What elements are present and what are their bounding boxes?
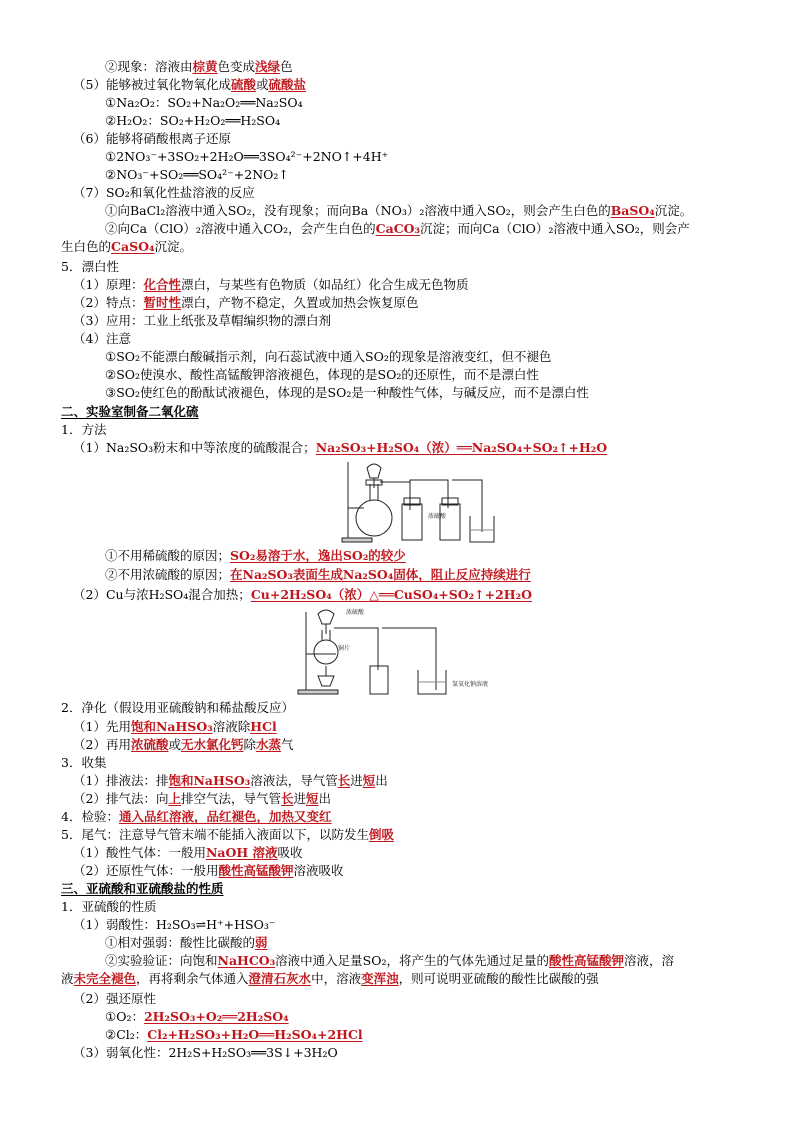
text-segment: ①2NO₃⁻+3SO₂+2H₂O══3SO₄²⁻+2NO↑+4H⁺ (105, 149, 389, 164)
text-segment: ②向Ca（ClO）₂溶液中通入CO₂，会产生白色的 (105, 221, 376, 236)
answer-highlight: 化合性 (143, 277, 181, 292)
text-segment: 5．漂白性 (61, 259, 119, 274)
section-heading (61, 404, 199, 420)
answer-highlight: 饱和NaHSO₃ (130, 719, 213, 734)
text-segment: ①相对强弱：酸性比碳酸的 (105, 935, 256, 950)
text-line (73, 313, 331, 329)
text-segment: 1．亚硫酸的性质 (61, 899, 157, 914)
text-segment: 色 (280, 59, 293, 74)
text-line (73, 991, 156, 1007)
answer-highlight: 短 (362, 773, 376, 788)
text-segment: （2）Cu与浓H₂SO₄混合加热； (73, 587, 251, 602)
answer-highlight: HCl (250, 719, 277, 734)
text-segment: ①Na₂O₂：SO₂+Na₂O₂══Na₂SO₄ (105, 95, 303, 110)
text-segment: ①SO₂不能漂白酸碱指示剂，向石蕊试液中通入SO₂的现象是溶液变红，但不褪色 (105, 349, 552, 364)
answer-highlight: Cu+2H₂SO₄（浓）△══CuSO₄+SO₂↑+2H₂O (250, 587, 532, 602)
text-segment: （6）能够将硝酸根离子还原 (73, 131, 231, 146)
answer-highlight: 浅绿 (255, 59, 281, 74)
text-segment: （1）排液法：排 (73, 773, 169, 788)
text-line (61, 899, 156, 915)
answer-highlight: Na₂SO₃+H₂SO₄（浓）══Na₂SO₄+SO₂↑+H₂O (315, 440, 608, 455)
figure2-label-naoh: 氢氧化钠溶液 (452, 681, 489, 688)
text-segment: 溶液中通入足量SO₂，将产生的气体先通过足量的 (275, 953, 549, 968)
heading-text: 二、实验室制备二氧化硫 (61, 404, 199, 419)
text-segment: 1．方法 (61, 422, 107, 437)
answer-highlight: 长 (281, 791, 294, 806)
answer-highlight: CaCO₃ (375, 221, 421, 236)
text-segment: 漂白，产物不稳定，久置或加热会恢复原色 (180, 295, 419, 310)
figure2-label-acid: 浓硫酸 (346, 609, 365, 616)
text-line (105, 203, 692, 219)
text-segment: ，再将剩余气体通入 (136, 971, 249, 986)
text-line (73, 917, 275, 933)
answer-highlight: 水蒸 (256, 737, 282, 752)
text-segment: 色变成 (217, 59, 256, 74)
text-segment: （2）排气法：向 (73, 791, 169, 806)
figure2-label-copper: 铜片 (338, 645, 351, 652)
text-line (61, 422, 106, 438)
text-line (105, 167, 289, 183)
answer-highlight: 酸性高锰酸钾 (549, 953, 625, 968)
answer-highlight: NaHCO₃ (217, 953, 276, 968)
text-segment: ①向BaCl₂溶液中通入SO₂，没有现象；而向Ba（NO₃）₂溶液中通入SO₂，则会产生白色的 (105, 203, 611, 218)
answer-highlight: 2H₂SO₃+O₂══2H₂SO₄ (143, 1009, 289, 1024)
text-line (73, 737, 294, 753)
text-line (105, 113, 280, 129)
answer-highlight: 澄清石灰水 (248, 971, 312, 986)
text-line (73, 277, 468, 293)
text-line (61, 239, 192, 255)
text-line (73, 719, 277, 735)
text-segment: 吸收 (277, 845, 303, 860)
text-segment: ②NO₃⁻+SO₂══SO₄²⁻+2NO₂↑ (105, 167, 289, 182)
answer-highlight: BaSO₄ (610, 203, 655, 218)
answer-highlight: 酸性高锰酸钾 (218, 863, 294, 878)
text-segment: 沉淀；而向Ca（ClO）₂溶液中通入SO₂，则会产 (420, 221, 690, 236)
text-segment: 进 (293, 791, 307, 806)
text-line (105, 95, 303, 111)
text-line (73, 440, 607, 456)
text-segment: 溶液除 (212, 719, 251, 734)
answer-highlight: 通入品红溶液，品红褪色，加热又变红 (118, 809, 332, 824)
text-line (61, 755, 106, 771)
text-segment: ②不用浓硫酸的原因； (105, 567, 231, 582)
text-line (73, 863, 344, 879)
answer-highlight: 饱和NaHSO₃ (168, 773, 251, 788)
text-line (61, 809, 331, 825)
answer-highlight: 棕黄 (192, 59, 218, 74)
text-line (73, 295, 418, 311)
text-line (73, 185, 255, 201)
text-segment: 漂白，与某些有色物质（如品红）化合生成无色物质 (180, 277, 469, 292)
text-line (105, 149, 388, 165)
text-segment: 或 (168, 737, 181, 752)
text-line (61, 700, 294, 716)
text-line (105, 1027, 363, 1043)
text-line (73, 331, 131, 347)
text-line (105, 59, 293, 75)
heading-text: 三、亚硫酸和亚硫酸盐的性质 (61, 881, 224, 896)
text-segment: ②H₂O₂：SO₂+H₂O₂══H₂SO₄ (105, 113, 281, 128)
answer-highlight: 弱 (255, 935, 268, 950)
answer-highlight: 无水氯化钙 (180, 737, 244, 752)
text-segment: （4）注意 (73, 331, 131, 346)
answer-highlight: CaSO₄ (111, 239, 155, 254)
text-line (105, 367, 539, 383)
section-heading (61, 881, 224, 897)
text-line (73, 791, 331, 807)
text-segment: （2）特点： (73, 295, 144, 310)
apparatus-figure-2 (296, 606, 506, 698)
text-line (105, 567, 531, 583)
text-segment: 5．尾气：注意导气管末端不能插入液面以下，以防发生 (61, 827, 369, 842)
text-segment: ②现象：溶液由 (105, 59, 193, 74)
text-segment: ，则可说明亚硫酸的酸性比碳酸的强 (398, 971, 599, 986)
answer-highlight: 暂时性 (143, 295, 181, 310)
text-segment: 3．收集 (61, 755, 107, 770)
text-segment: 沉淀。 (654, 203, 693, 218)
answer-highlight: SO₂易溶于水，逸出SO₂的较少 (230, 548, 406, 563)
text-segment: ①O₂： (105, 1009, 144, 1024)
text-segment: 进 (350, 773, 363, 788)
text-segment: ②Cl₂： (105, 1027, 148, 1042)
text-line (73, 845, 303, 861)
text-segment: 或 (255, 77, 269, 92)
text-segment: 沉淀。 (154, 239, 192, 254)
text-segment: ③SO₂使红色的酚酞试液褪色，体现的是SO₂是一种酸性气体，与碱反应，而不是漂白性 (105, 385, 589, 400)
answer-highlight: 短 (306, 791, 319, 806)
text-segment: 2．净化（假设用亚硫酸钠和稀盐酸反应） (61, 700, 294, 715)
text-segment: （2）再用 (73, 737, 131, 752)
text-line (73, 773, 388, 789)
answer-highlight: NaOH 溶液 (205, 845, 278, 860)
answer-highlight: Cl₂+H₂SO₃+H₂O══H₂SO₄+2HCl (147, 1027, 363, 1042)
text-segment: 4．检验： (61, 809, 119, 824)
answer-highlight: 浓硫酸 (130, 737, 169, 752)
text-segment: （3）弱氧化性：2H₂S+H₂SO₃══3S↓+3H₂O (73, 1045, 338, 1060)
text-segment: 出 (318, 791, 332, 806)
text-line (61, 259, 119, 275)
answer-highlight: 上 (168, 791, 181, 806)
text-segment: （1）Na₂SO₃粉末和中等浓度的硫酸混合； (73, 440, 316, 455)
text-segment: 溶液法，导气管 (250, 773, 338, 788)
text-segment: （2）还原性气体：一般用 (73, 863, 219, 878)
text-line (105, 548, 406, 564)
text-line (105, 349, 551, 365)
text-segment: （5）能够被过氧化物氧化成 (73, 77, 231, 92)
text-segment: 液 (61, 971, 74, 986)
text-segment: （7）SO₂和氧化性盐溶液的反应 (73, 185, 255, 200)
text-segment: 出 (375, 773, 388, 788)
text-segment: 除 (243, 737, 257, 752)
text-segment: 生白色的 (61, 239, 112, 254)
answer-highlight: 变浑浊 (361, 971, 399, 986)
text-segment: 排空气法，导气管 (180, 791, 281, 806)
text-line (73, 131, 231, 147)
text-segment: ②实验验证：向饱和 (105, 953, 218, 968)
text-line (105, 935, 268, 951)
text-line (61, 971, 599, 987)
text-segment: ①不用稀硫酸的原因； (105, 548, 231, 563)
text-segment: 溶液，溶 (624, 953, 675, 968)
text-segment: （1）原理： (73, 277, 144, 292)
text-segment: （2）强还原性 (73, 991, 156, 1006)
text-segment: 中，溶液 (311, 971, 362, 986)
text-line (61, 827, 394, 843)
text-line (73, 1045, 338, 1061)
text-segment: 气 (281, 737, 294, 752)
answer-highlight: 硫酸 (230, 77, 256, 92)
text-line (73, 587, 532, 603)
text-segment: （1）弱酸性：H₂SO₃⇌H⁺+HSO₃⁻ (73, 917, 276, 932)
answer-highlight: 未完全褪色 (73, 971, 137, 986)
text-line (73, 77, 306, 93)
text-line (105, 221, 690, 237)
text-line (105, 953, 674, 969)
text-segment: （1）酸性气体：一般用 (73, 845, 206, 860)
text-segment: 溶液吸收 (293, 863, 344, 878)
text-line (105, 1009, 289, 1025)
answer-highlight: 倒吸 (368, 827, 394, 842)
answer-highlight: 在Na₂SO₃表面生成Na₂SO₄固体，阻止反应持续进行 (230, 567, 531, 582)
text-line (105, 385, 589, 401)
apparatus-figure-1 (340, 458, 500, 544)
text-segment: （1）先用 (73, 719, 131, 734)
text-segment: ②SO₂使溴水、酸性高锰酸钾溶液褪色，体现的是SO₂的还原性，而不是漂白性 (105, 367, 539, 382)
answer-highlight: 硫酸盐 (268, 77, 307, 92)
answer-highlight: 长 (337, 773, 351, 788)
text-segment: （3）应用：工业上纸张及草帽编织物的漂白剂 (73, 313, 331, 328)
figure1-label: 浓硫酸 (428, 513, 447, 520)
